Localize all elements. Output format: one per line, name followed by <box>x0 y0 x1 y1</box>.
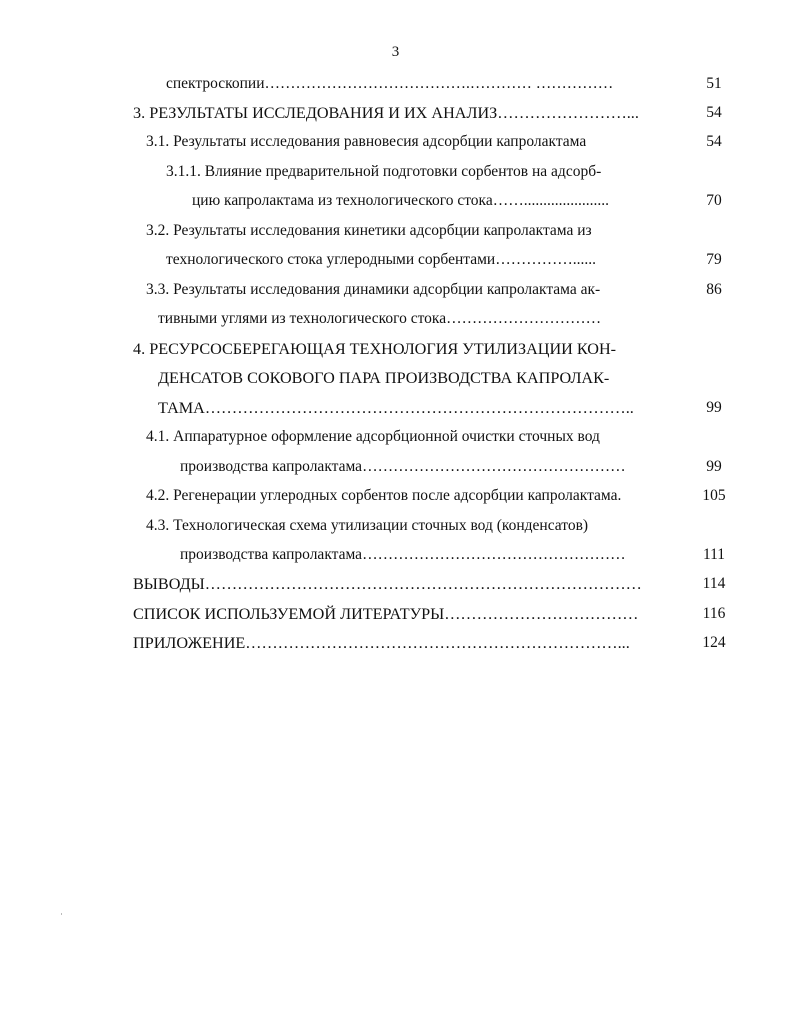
toc-page: 114 <box>702 575 726 592</box>
toc-page: 86 <box>706 281 722 298</box>
toc-entry-spectroscopy: спектроскопии………………………………….………… …………… <box>166 75 614 92</box>
toc-chapter-4-cont: ДЕНСАТОВ СОКОВОГО ПАРА ПРОИЗВОДСТВА КАПРОЛАК- <box>158 369 610 387</box>
toc-section-4-1-cont: производства капролактама…………………………………………… <box>180 458 626 475</box>
toc-section-4-1: 4.1. Аппаратурное оформление адсорбционной очистки сточных вод <box>146 428 600 445</box>
toc-section-4-2: 4.2. Регенерации углеродных сорбентов после адсорбции капролактама. <box>146 487 622 504</box>
toc-references: СПИСОК ИСПОЛЬЗУЕМОЙ ЛИТЕРАТУРЫ……………………………… <box>133 605 639 623</box>
toc-section-3-3-cont: тивными углями из технологического стока………………………… <box>158 310 602 327</box>
toc-page: 99 <box>706 458 722 475</box>
toc-section-4-3: 4.3. Технологическая схема утилизации сточных вод (конденсатов) <box>146 517 589 534</box>
toc-section-3-3: 3.3. Результаты исследования динамики адсорбции капролактама ак- <box>146 281 601 298</box>
toc-page: 54 <box>706 104 722 121</box>
page-number: 3 <box>391 44 400 60</box>
toc-page: 105 <box>702 487 726 504</box>
toc-page: 70 <box>706 192 722 209</box>
toc-chapter-4-cont-2: ТАМА…………………………………………………………………….. <box>158 399 634 417</box>
toc-section-3-1: 3.1. Результаты исследования равновесия адсорбции капролактама <box>146 133 587 150</box>
toc-page: 99 <box>706 399 722 416</box>
toc-page: 79 <box>706 251 722 268</box>
toc-section-3-2-cont: технологического стока углеродными сорбентами……………...... <box>166 251 596 268</box>
toc-page: 116 <box>702 605 726 622</box>
toc-appendix: ПРИЛОЖЕНИЕ……………………………………………………………... <box>133 634 630 652</box>
toc-section-3-2: 3.2. Результаты исследования кинетики адсорбции капролактама из <box>146 222 592 239</box>
toc-page: 51 <box>706 75 722 92</box>
toc-section-4-3-cont: производства капролактама…………………………………………… <box>180 546 626 563</box>
toc-page: 111 <box>702 546 726 563</box>
toc-subsection-3-1-1-cont: цию капролактама из технологического стока……...................... <box>192 192 609 209</box>
toc-chapter-3: 3. РЕЗУЛЬТАТЫ ИССЛЕДОВАНИЯ И ИХ АНАЛИЗ……………………... <box>133 104 639 122</box>
toc-subsection-3-1-1: 3.1.1. Влияние предварительной подготовки сорбентов на адсорб- <box>166 163 602 180</box>
toc-chapter-4: 4. РЕСУРСОСБЕРЕГАЮЩАЯ ТЕХНОЛОГИЯ УТИЛИЗАЦИИ КОН- <box>133 340 617 358</box>
toc-conclusions: ВЫВОДЫ……………………………………………………………………… <box>133 575 642 593</box>
toc-page: 54 <box>706 133 722 150</box>
scan-speck <box>61 913 62 915</box>
toc-page: 124 <box>702 634 726 651</box>
